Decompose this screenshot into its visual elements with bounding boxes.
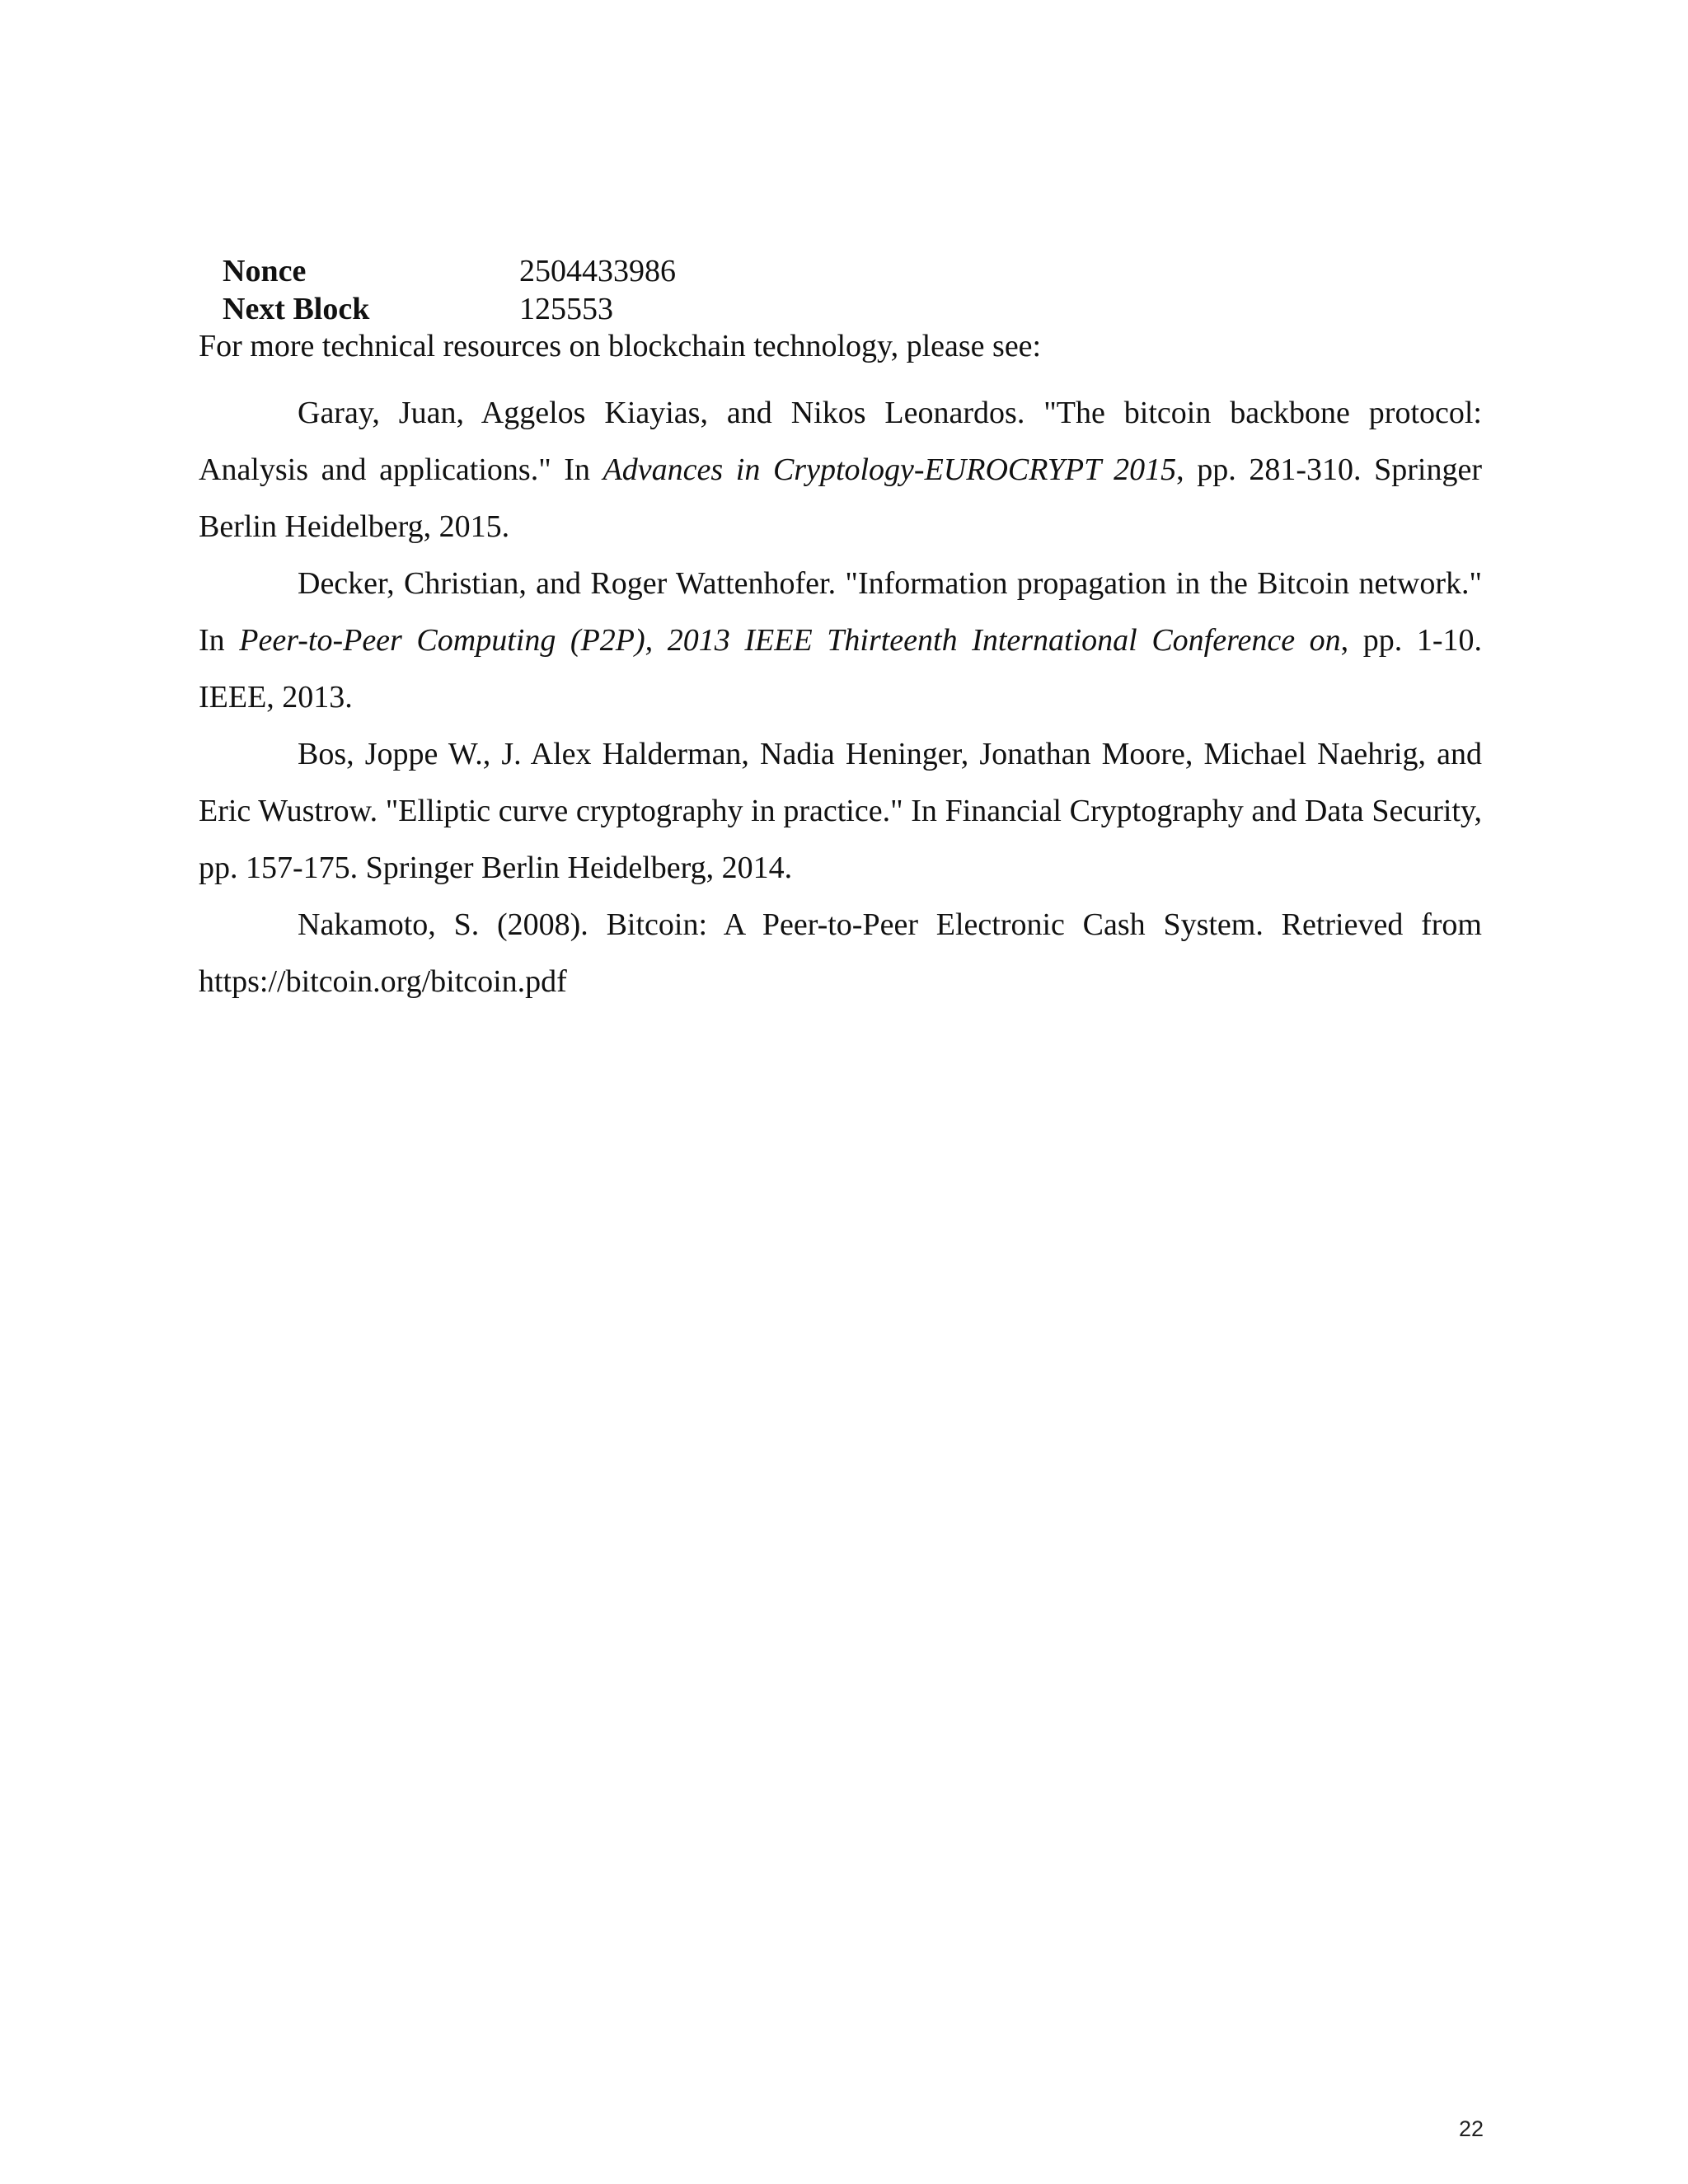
reference-text: Decker, Christian, and Roger Wattenhofer. "Information propagation in the Bitcoin network." In (199, 566, 1482, 658)
reference-item (199, 385, 1482, 555)
reference-venue: Peer-to-Peer Computing (P2P), 2013 IEEE Thirteenth International Conference on (239, 623, 1341, 658)
block-info-value: 2504433986 (519, 254, 676, 288)
block-info-row-next-block (223, 290, 676, 328)
reference-item (199, 555, 1482, 726)
reference-text: Garay, Juan, Aggelos Kiayias, and Nikos Leonardos. "The bitcoin backbone protocol: Analysis and applications." In (199, 396, 1482, 487)
references-intro: For more technical resources on blockchain technology, please see: (199, 329, 1042, 363)
block-info-row-nonce (223, 252, 676, 290)
reference-details: , pp. 1-10. IEEE, 2013. (199, 623, 1483, 715)
reference-details: , pp. 281-310. Springer Berlin Heidelberg, 2015. (199, 452, 1483, 544)
reference-list (199, 385, 1482, 1010)
page-number: 22 (1458, 2116, 1484, 2141)
reference-text: Nakamoto, S. (2008). Bitcoin: A Peer-to-Peer Electronic Cash System. Retrieved from https://bitcoin.org/bitcoin.pdf (199, 907, 1482, 999)
reference-text: Bos, Joppe W., J. Alex Halderman, Nadia Heninger, Jonathan Moore, Michael Naehrig, and Eric Wustrow. "Elliptic curve cryptography in practice." In Financial Cryptography and Data Security, pp. 157-175. Springer Berlin Heidelberg, 2014. (199, 737, 1482, 885)
reference-venue: Advances in Cryptology-EUROCRYPT 2015 (603, 452, 1177, 487)
block-info-table (223, 252, 676, 328)
block-info-label: Next Block (223, 292, 370, 326)
reference-item (199, 726, 1482, 897)
block-info-value: 125553 (519, 292, 613, 326)
reference-item (199, 897, 1482, 1010)
block-info-label: Nonce (223, 254, 307, 288)
